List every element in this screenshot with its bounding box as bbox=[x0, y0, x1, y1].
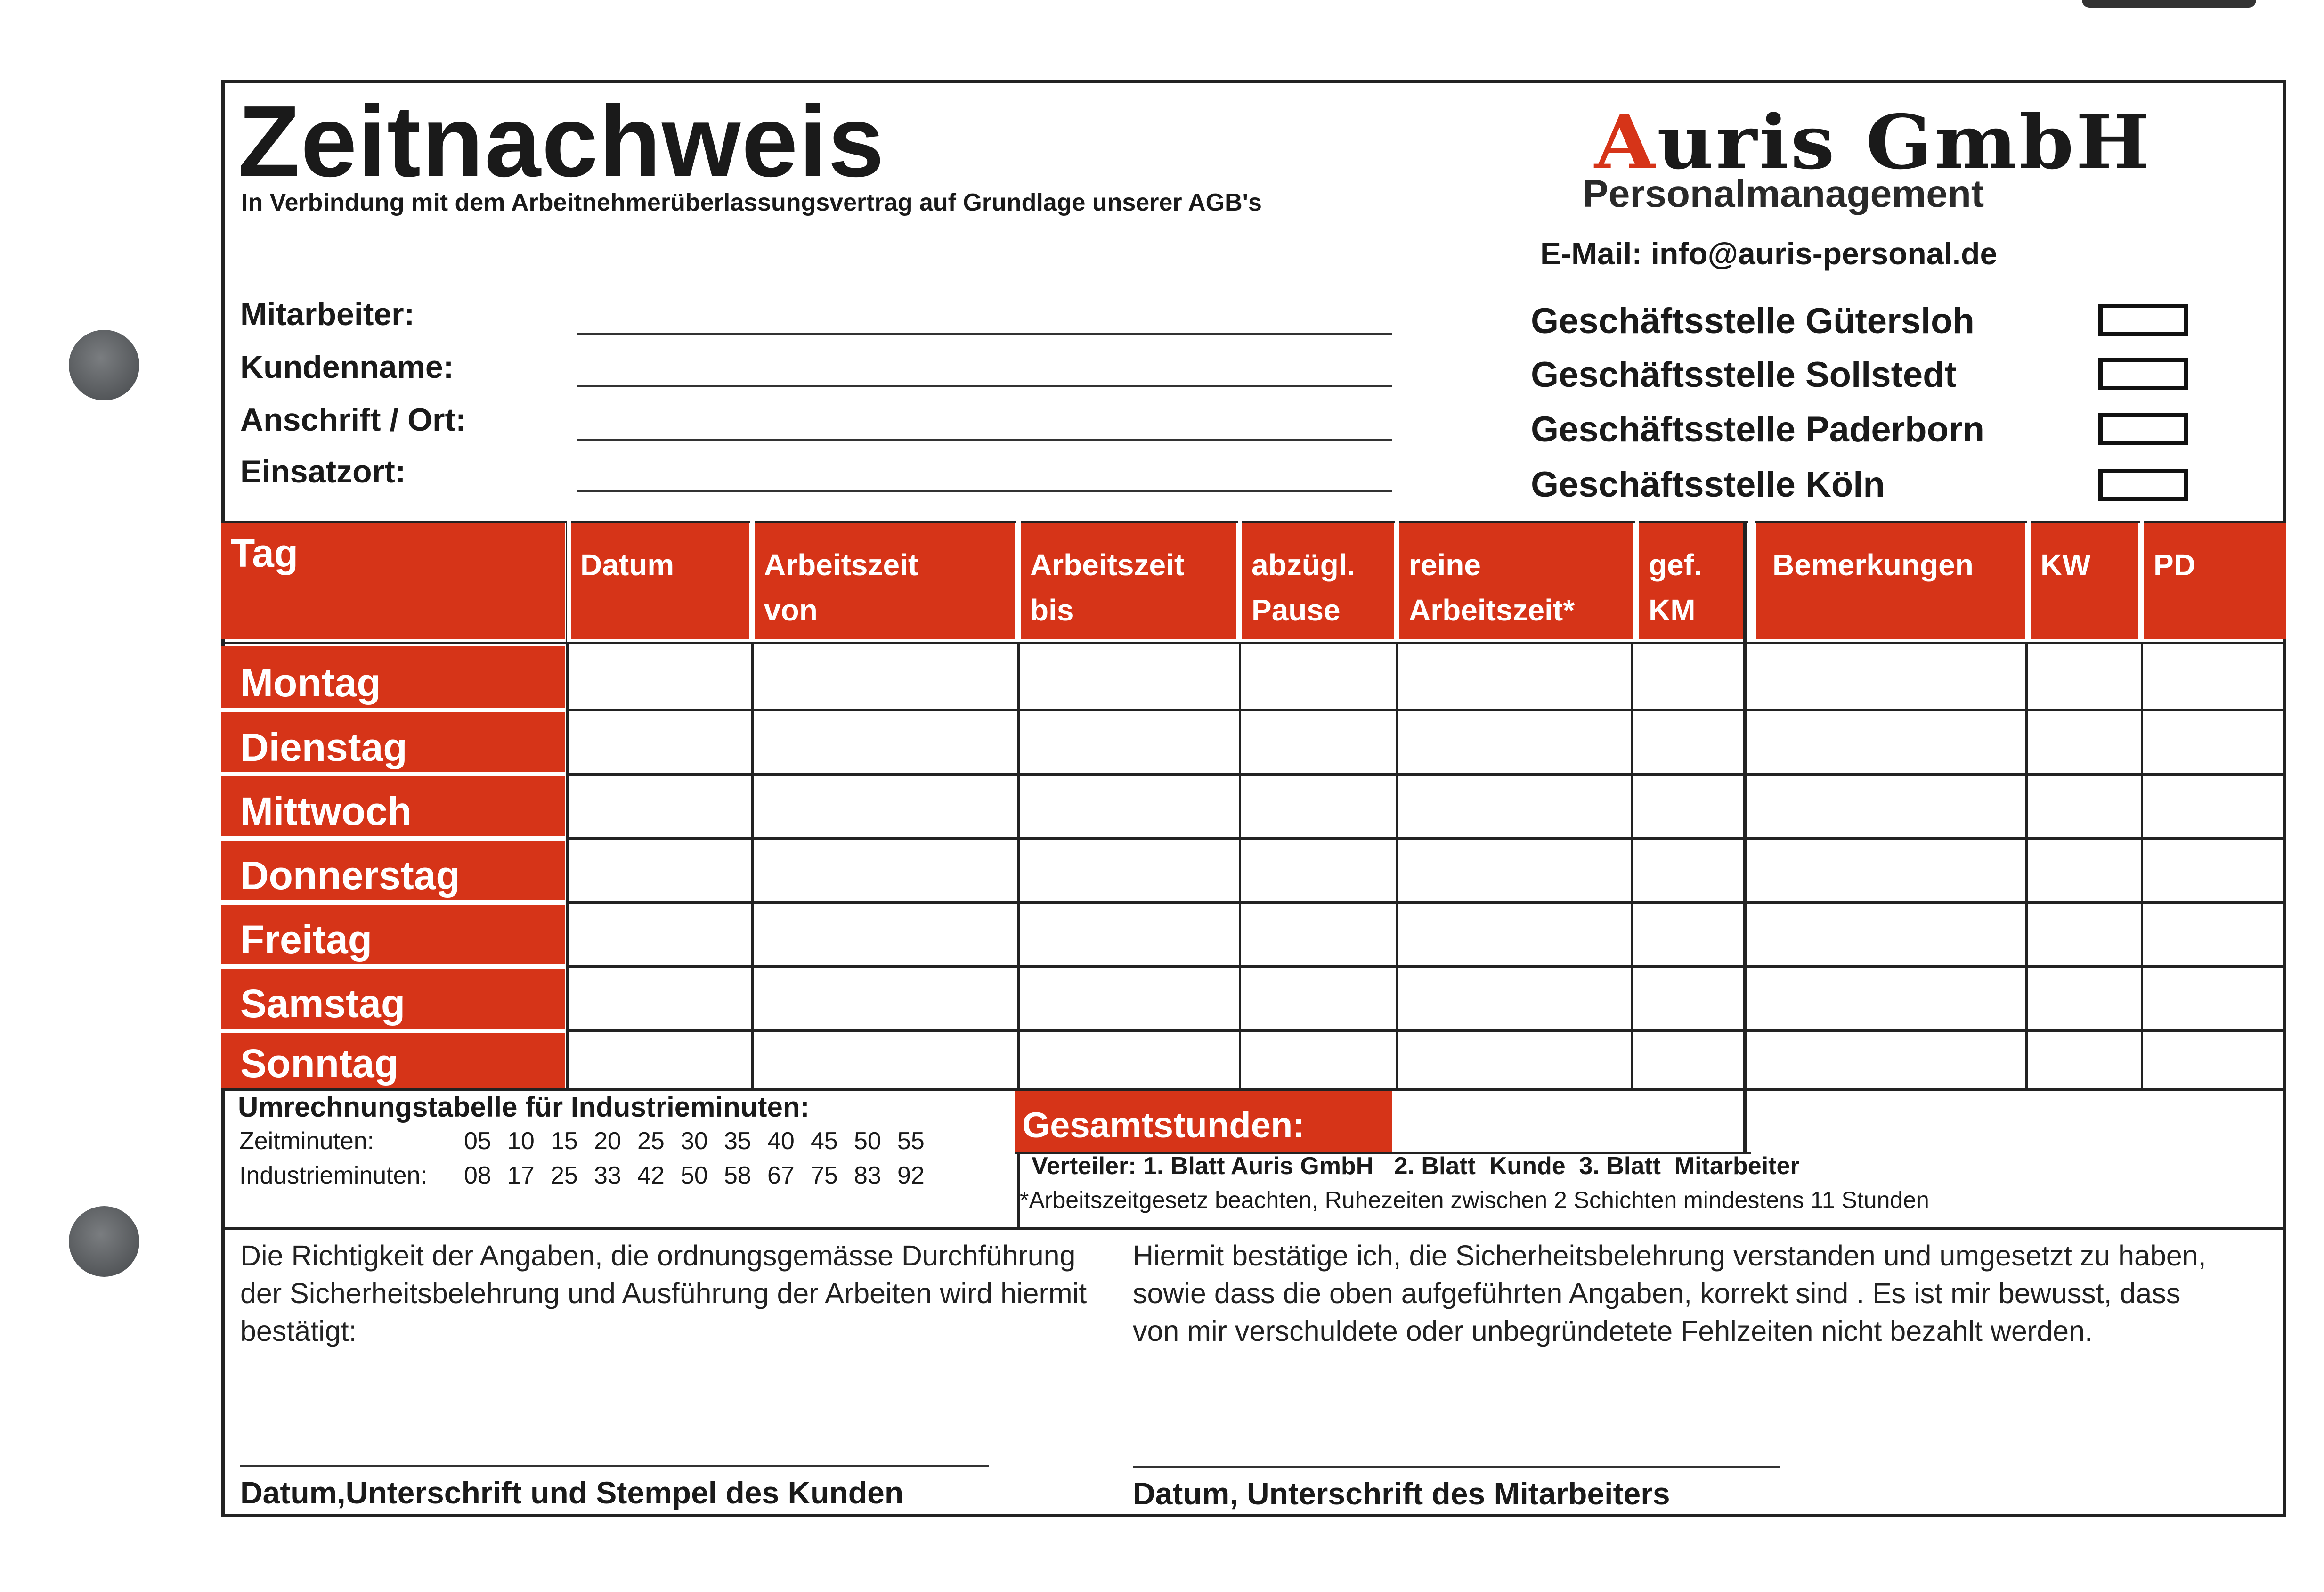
office-checkbox-sollstedt[interactable] bbox=[2098, 358, 2188, 390]
grid-line bbox=[221, 642, 2286, 644]
logo-name: uris GmbH bbox=[1657, 99, 2152, 186]
column-header-km bbox=[1639, 521, 1747, 639]
day-separator bbox=[221, 900, 566, 905]
customer-signature-label: Datum,Unterschrift und Stempel des Kunden bbox=[240, 1475, 904, 1510]
total-hours-label-cell bbox=[1015, 1091, 1392, 1152]
column-label: gef. KM bbox=[1649, 548, 1702, 627]
column-label: Datum bbox=[580, 548, 674, 582]
office-checkbox-guetersloh[interactable] bbox=[2098, 304, 2188, 336]
conversion-values-zeitminuten bbox=[464, 1127, 982, 1160]
punch-hole-bottom bbox=[69, 1206, 139, 1277]
field-line-kundenname[interactable] bbox=[577, 385, 1392, 387]
grid-line bbox=[221, 1227, 2286, 1230]
column-header-datum bbox=[571, 521, 749, 639]
header-divider bbox=[567, 521, 571, 642]
conversion-value: 45 bbox=[811, 1127, 838, 1155]
scan-artifact bbox=[2082, 0, 2256, 8]
distribution-note: Verteiler: 1. Blatt Auris GmbH 2. Blatt Kunde 3. Blatt Mitarbeiter bbox=[1032, 1152, 1800, 1180]
field-line-einsatzort[interactable] bbox=[577, 490, 1392, 492]
header-divider bbox=[1748, 521, 1755, 642]
employee-signature-label: Datum, Unterschrift des Mitarbeiters bbox=[1133, 1476, 1670, 1511]
conversion-value: 92 bbox=[897, 1162, 925, 1189]
header-divider bbox=[2140, 521, 2144, 642]
conversion-value: 42 bbox=[637, 1162, 665, 1189]
conversion-row-label-industrieminuten: Industrieminuten: bbox=[239, 1162, 427, 1189]
column-header-arbeitszeit-von bbox=[755, 521, 1015, 639]
conversion-value: 08 bbox=[464, 1162, 491, 1189]
day-label: Donnerstag bbox=[240, 853, 460, 898]
office-label-paderborn: Geschäftsstelle Paderborn bbox=[1531, 409, 1985, 449]
logo-accent-letter: A bbox=[1594, 99, 1657, 186]
employee-signature-line[interactable] bbox=[1133, 1466, 1780, 1468]
conversion-value: 67 bbox=[767, 1162, 795, 1189]
conversion-value: 17 bbox=[507, 1162, 535, 1189]
day-row-montag bbox=[221, 646, 565, 708]
total-hours-label: Gesamtstunden: bbox=[1022, 1105, 1305, 1145]
day-label: Montag bbox=[240, 661, 381, 705]
conversion-value: 40 bbox=[767, 1127, 795, 1155]
column-label: Tag bbox=[231, 531, 299, 575]
time-entry-grid[interactable] bbox=[570, 645, 2284, 1086]
column-header-pd bbox=[2144, 521, 2286, 639]
header-divider bbox=[1238, 521, 1242, 642]
field-line-mitarbeiter[interactable] bbox=[577, 333, 1392, 335]
field-label-mitarbeiter: Mitarbeiter: bbox=[240, 296, 415, 332]
conversion-value: 30 bbox=[681, 1127, 708, 1155]
conversion-value: 10 bbox=[507, 1127, 535, 1155]
field-line-anschrift[interactable] bbox=[577, 439, 1392, 441]
conversion-value: 50 bbox=[854, 1127, 881, 1155]
day-separator bbox=[221, 1029, 566, 1033]
office-checkbox-paderborn[interactable] bbox=[2098, 413, 2188, 445]
column-header-tag bbox=[221, 521, 565, 639]
employee-confirmation-text: Hiermit bestätige ich, die Sicherheitsbelehrung verstanden und umgesetzt zu haben, sowie dass die oben aufgeführten Angaben, korrekt sind . Es ist mir bewusst, dass von mir verschuldete oder unbegründetete Fehlzeiten nicht bezahlt werden. bbox=[1133, 1240, 2206, 1347]
customer-confirmation-text: Die Richtigkeit der Angaben, die ordnungsgemässe Durchführung der Sicherheitsbelehrung und Ausführung der Arbeiten wird hiermit bestätigt: bbox=[240, 1240, 1087, 1347]
conversion-value: 15 bbox=[551, 1127, 578, 1155]
column-label: reine Arbeitszeit* bbox=[1409, 548, 1575, 627]
column-header-bemerkungen bbox=[1756, 521, 2025, 639]
header-divider bbox=[750, 521, 755, 642]
day-separator bbox=[221, 964, 566, 969]
conversion-title: Umrechnungstabelle für Industrieminuten: bbox=[238, 1091, 810, 1123]
day-label: Sonntag bbox=[240, 1041, 398, 1086]
header-divider bbox=[1016, 521, 1021, 642]
day-row-donnerstag bbox=[221, 841, 565, 900]
punch-hole-top bbox=[69, 330, 139, 400]
conversion-value: 33 bbox=[594, 1162, 621, 1189]
column-label: KW bbox=[2040, 548, 2091, 582]
field-label-anschrift: Anschrift / Ort: bbox=[240, 402, 466, 438]
conversion-values-industrieminuten bbox=[464, 1161, 982, 1194]
day-label: Samstag bbox=[240, 981, 406, 1026]
column-label: abzügl. Pause bbox=[1251, 548, 1356, 627]
column-label: PD bbox=[2153, 548, 2195, 582]
column-label: Arbeitszeit von bbox=[764, 548, 918, 627]
day-row-mittwoch bbox=[221, 776, 565, 836]
total-hours-field[interactable] bbox=[1397, 1092, 1740, 1150]
company-email[interactable]: E-Mail: info@auris-personal.de bbox=[1540, 236, 1998, 271]
day-row-dienstag bbox=[221, 712, 565, 772]
form-subtitle: In Verbindung mit dem Arbeitnehmerüberlassungsvertrag auf Grundlage unserer AGB's bbox=[241, 189, 1262, 216]
day-label: Mittwoch bbox=[240, 789, 412, 833]
field-label-kundenname: Kundenname: bbox=[240, 349, 454, 385]
header-divider bbox=[1395, 521, 1399, 642]
column-header-kw bbox=[2031, 521, 2138, 639]
conversion-value: 50 bbox=[681, 1162, 708, 1189]
day-label: Freitag bbox=[240, 917, 373, 962]
conversion-value: 25 bbox=[551, 1162, 578, 1189]
company-tagline: Personalmanagement bbox=[1583, 172, 1984, 215]
header-divider bbox=[1635, 521, 1639, 642]
conversion-value: 20 bbox=[594, 1127, 621, 1155]
conversion-row-label-zeitminuten: Zeitminuten: bbox=[239, 1127, 374, 1155]
day-row-freitag bbox=[221, 905, 565, 964]
conversion-value: 35 bbox=[724, 1127, 751, 1155]
day-row-samstag bbox=[221, 969, 565, 1029]
office-label-sollstedt: Geschäftsstelle Sollstedt bbox=[1531, 355, 1957, 395]
conversion-value: 75 bbox=[811, 1162, 838, 1189]
conversion-value: 05 bbox=[464, 1127, 491, 1155]
conversion-value: 25 bbox=[637, 1127, 665, 1155]
day-row-sonntag bbox=[221, 1033, 565, 1088]
customer-signature-line[interactable] bbox=[240, 1465, 989, 1467]
day-separator bbox=[221, 708, 566, 712]
field-label-einsatzort: Einsatzort: bbox=[240, 454, 406, 490]
labor-law-note: *Arbeitszeitgesetz beachten, Ruhezeiten zwischen 2 Schichten mindestens 11 Stunden bbox=[1020, 1187, 1929, 1213]
conversion-value: 83 bbox=[854, 1162, 881, 1189]
day-label: Dienstag bbox=[240, 725, 407, 769]
column-header-pause bbox=[1242, 521, 1394, 639]
day-separator bbox=[221, 772, 566, 776]
grid-line bbox=[221, 521, 2286, 523]
office-label-koeln: Geschäftsstelle Köln bbox=[1531, 465, 1885, 505]
day-separator bbox=[221, 836, 566, 841]
column-header-arbeitszeit-bis bbox=[1021, 521, 1236, 639]
conversion-value: 58 bbox=[724, 1162, 751, 1189]
office-label-guetersloh: Geschäftsstelle Gütersloh bbox=[1531, 301, 1975, 341]
column-label: Arbeitszeit bis bbox=[1030, 548, 1185, 627]
column-label: Bemerkungen bbox=[1772, 548, 1974, 582]
office-checkbox-koeln[interactable] bbox=[2098, 469, 2188, 501]
header-divider bbox=[2027, 521, 2031, 642]
form-title: Zeitnachweis bbox=[238, 84, 886, 198]
conversion-value: 55 bbox=[897, 1127, 925, 1155]
column-header-reine-arbeitszeit bbox=[1399, 521, 1633, 639]
